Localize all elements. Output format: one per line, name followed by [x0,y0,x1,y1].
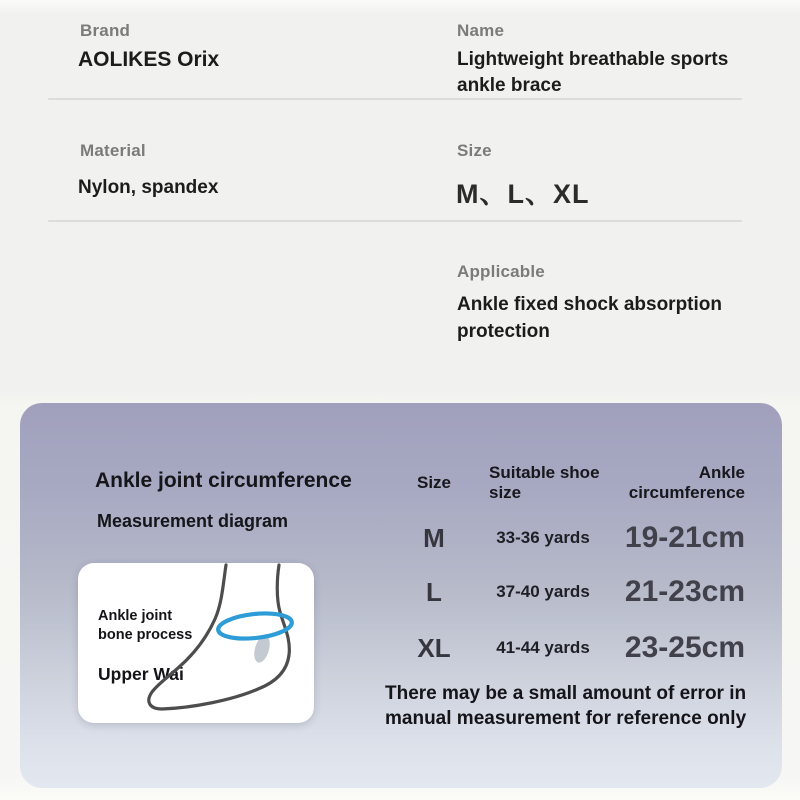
header-circumference: Ankle circumference [628,463,745,502]
row-circumference: 23-25cm [624,631,745,664]
foot-ankle-measure-icon [78,563,314,723]
divider-top [48,98,742,100]
applicable-label: Applicable [457,262,545,281]
diagram-caption-bottom: Upper Wai [98,664,184,684]
row-shoe-size: 41-44 yards [496,638,590,657]
table-row [395,631,747,665]
row-shoe-size: 33-36 yards [496,528,590,547]
diagram-caption-top: Ankle joint bone process [98,608,193,643]
size-chart-panel [20,403,782,788]
disclaimer-text: There may be a small amount of error in manual measurement for reference only [385,683,747,729]
table-header-row [395,463,747,503]
header-shoe-size: Suitable shoe size [489,463,600,502]
panel-title-line1: Ankle joint circumference [95,469,352,492]
row-size: L [426,576,442,607]
row-circumference: 21-23cm [624,575,745,608]
row-shoe-size: 37-40 yards [496,582,590,601]
measurement-diagram-card [78,563,314,723]
brand-value: AOLIKES Orix [78,48,220,71]
material-value: Nylon, spandex [78,177,219,198]
divider-middle [48,220,742,222]
row-circumference: 19-21cm [624,521,745,554]
name-value: Lightweight breathable sports ankle brace [457,49,729,96]
size-label: Size [457,141,492,160]
name-label: Name [457,21,505,40]
brand-label: Brand [80,21,131,40]
table-row [395,575,747,609]
table-row [395,521,747,555]
size-value: M、L、XL [456,179,590,209]
header-size: Size [416,473,452,492]
row-size: XL [417,632,451,663]
row-size: M [423,522,445,553]
applicable-value: Ankle fixed shock absorption protection [457,294,722,342]
material-label: Material [80,141,146,160]
measure-circle-icon [217,610,293,642]
panel-title-line2: Measurement diagram [97,511,289,531]
